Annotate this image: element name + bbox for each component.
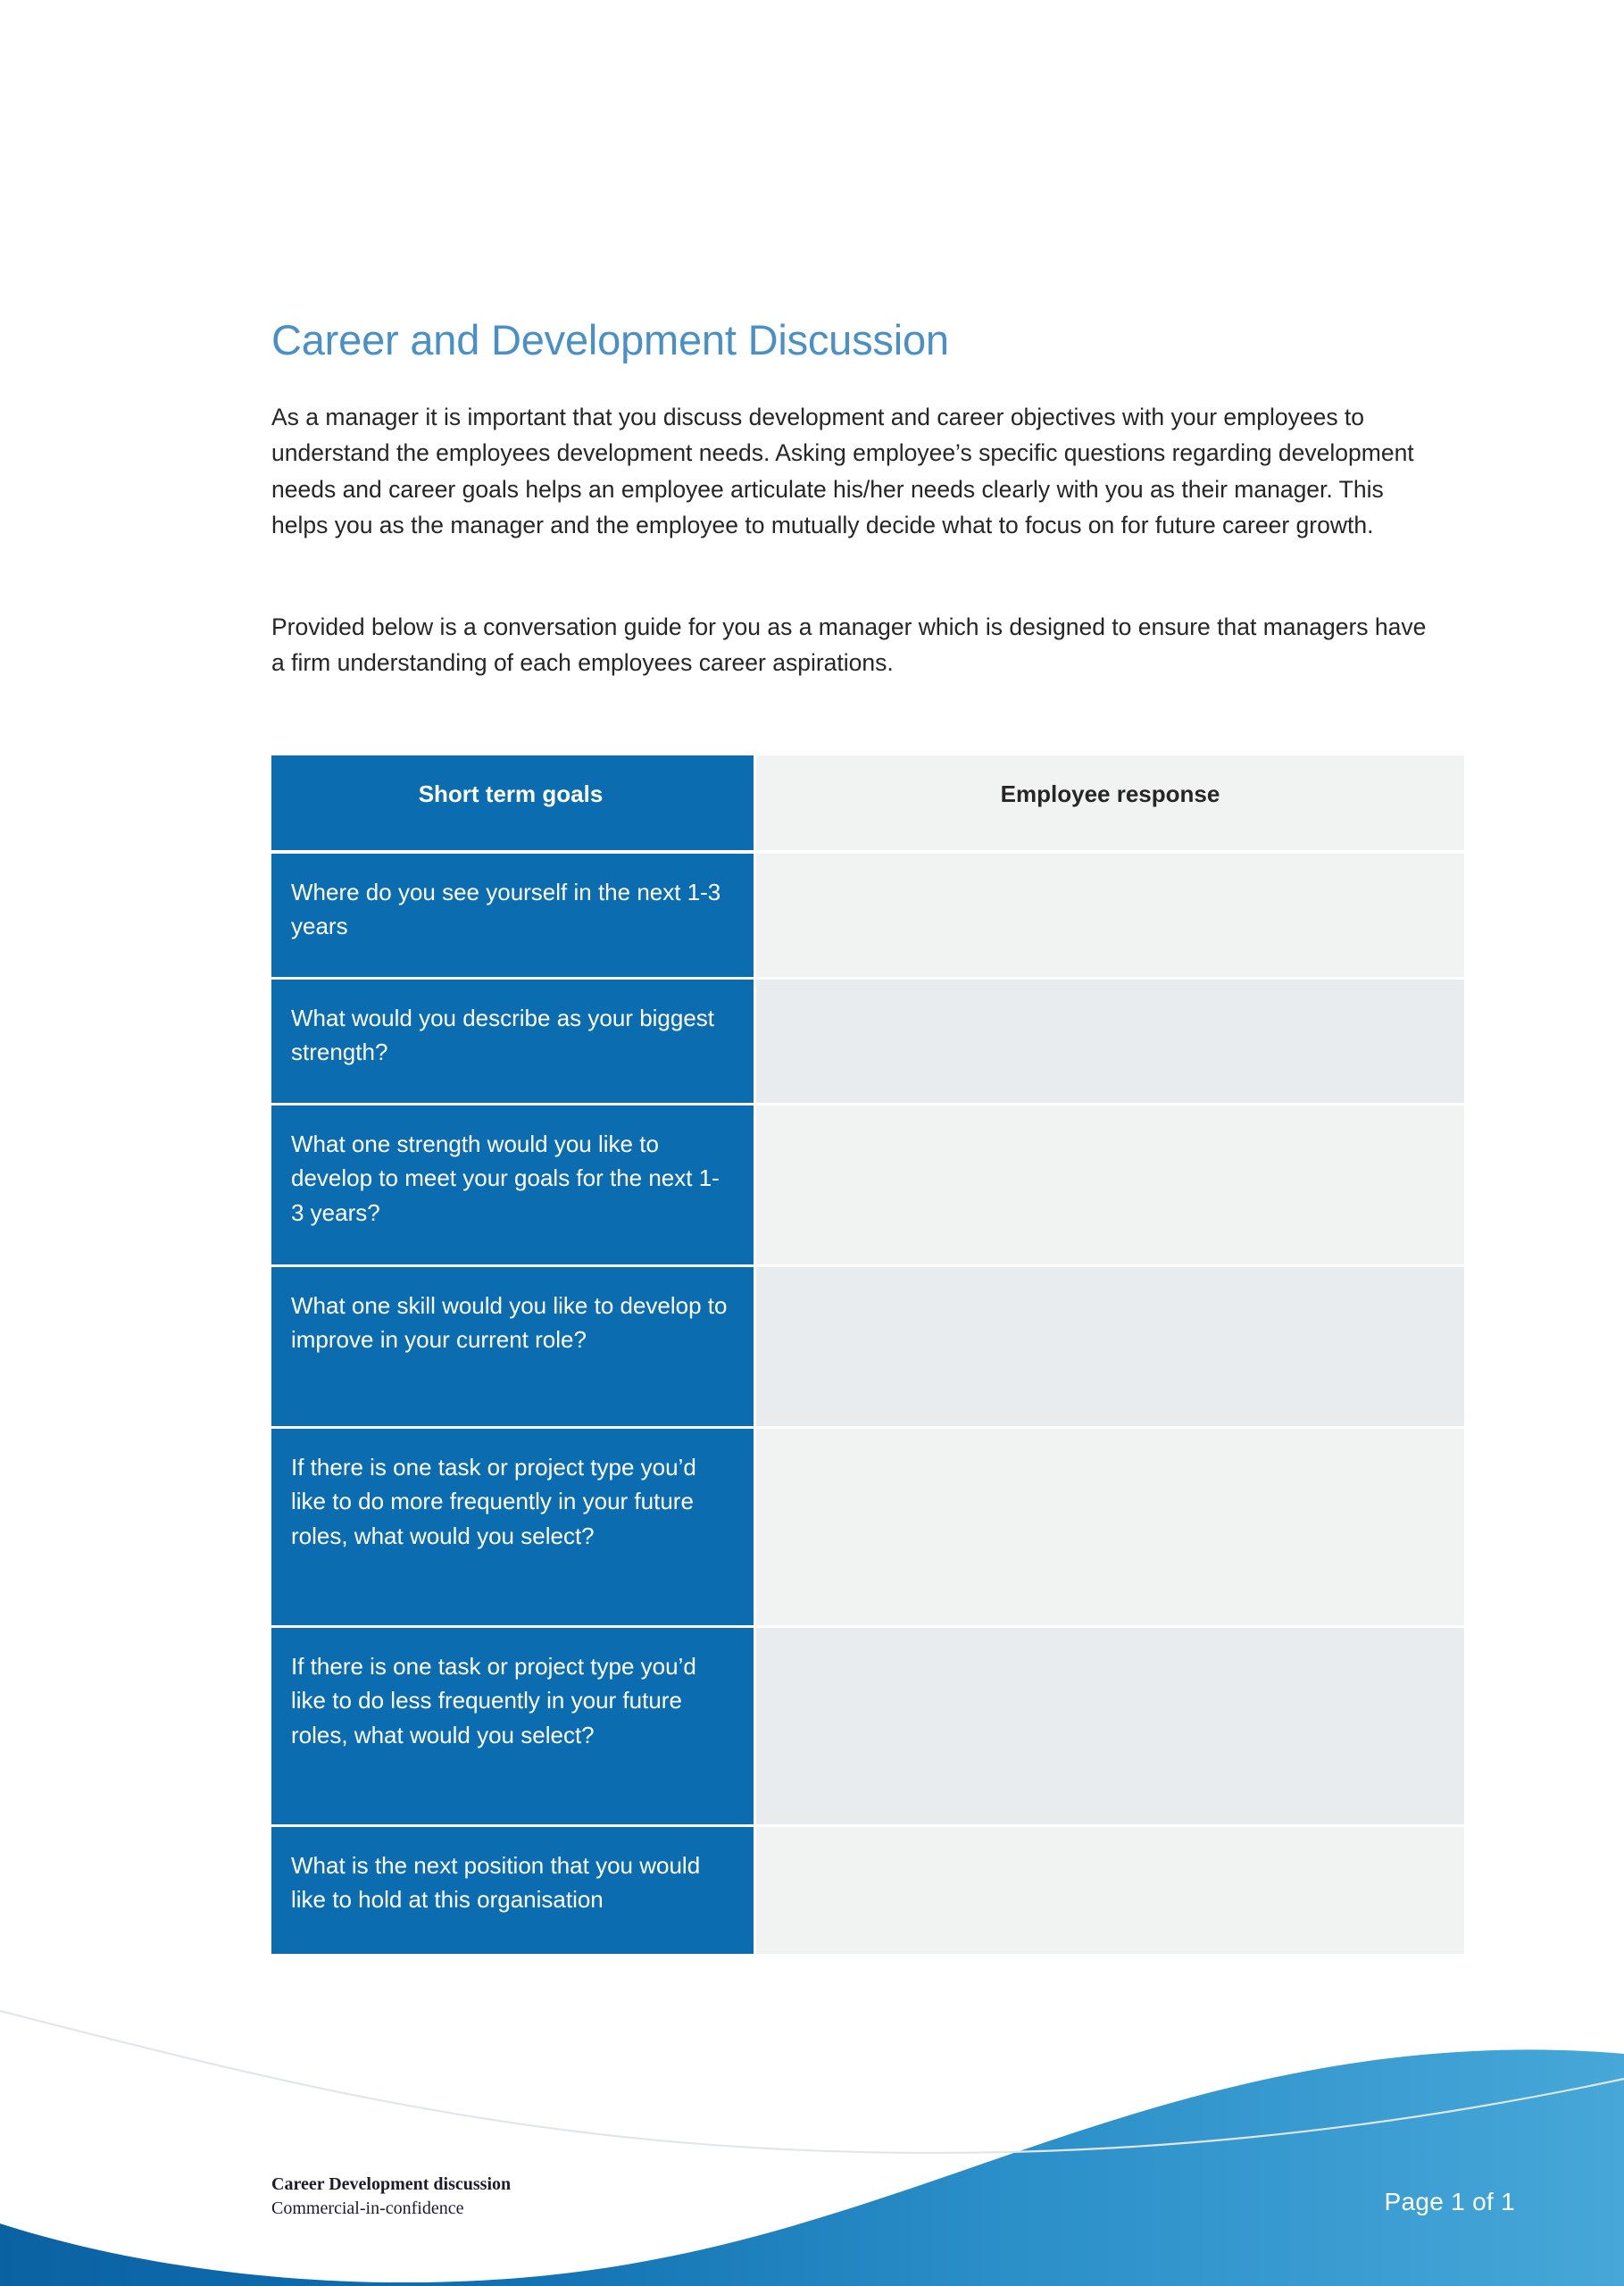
goal-cell-1 bbox=[271, 854, 756, 980]
goal-text-1: Where do you see yourself in the next 1-3 years bbox=[291, 879, 721, 940]
response-text-1[interactable] bbox=[756, 854, 1464, 977]
response-text-2[interactable] bbox=[756, 980, 1464, 1103]
goal-cell-5 bbox=[271, 1429, 756, 1628]
response-text-4[interactable] bbox=[756, 1267, 1464, 1426]
response-text-5[interactable] bbox=[756, 1429, 1464, 1625]
table-row bbox=[271, 1105, 1464, 1267]
table-row bbox=[271, 854, 1464, 980]
intro-paragraph-1: As a manager it is important that you discuss development and career objectives with your employees to understand the employees development needs. Asking employee’s specific questions regarding development needs and career goals helps an employee articulate his/her needs clearly with you as their manager. This helps you as the manager and the employee to mutually decide what to focus on for future career growth. bbox=[271, 404, 1414, 538]
goal-cell-6 bbox=[271, 1628, 756, 1827]
goal-text-7: What is the next position that you would like to hold at this organisation bbox=[291, 1852, 701, 1914]
response-cell-7[interactable] bbox=[756, 1827, 1464, 1956]
goal-cell-7 bbox=[271, 1827, 756, 1956]
table-row bbox=[271, 1628, 1464, 1827]
goal-cell-2 bbox=[271, 980, 756, 1105]
table-body bbox=[271, 854, 1464, 1956]
response-cell-4[interactable] bbox=[756, 1267, 1464, 1429]
goal-text-5: If there is one task or project type you’d like to do more frequently in your future roles, what would you select? bbox=[291, 1454, 696, 1549]
goal-cell-3 bbox=[271, 1105, 756, 1267]
table-row bbox=[271, 1429, 1464, 1628]
career-goals-table bbox=[271, 755, 1464, 1956]
footer-title: Career Development discussion bbox=[271, 2174, 512, 2195]
wave-fill-path bbox=[0, 2049, 1624, 2286]
goal-cell-4 bbox=[271, 1267, 756, 1429]
table-row bbox=[271, 1827, 1464, 1956]
goal-text-6: If there is one task or project type you’d like to do less frequently in your future roles, what would you select? bbox=[291, 1653, 696, 1748]
column-header-short-term-goals bbox=[271, 755, 756, 854]
page-number: Page 1 of 1 bbox=[1384, 2188, 1515, 2215]
table-header bbox=[271, 755, 1464, 854]
footer-classification: Commercial-in-confidence bbox=[271, 2198, 464, 2218]
intro-paragraph-2: Provided below is a conversation guide for you as a manager which is designed to ensure that managers have a firm understanding of each employees career aspirations. bbox=[271, 613, 1427, 677]
response-cell-2[interactable] bbox=[756, 980, 1464, 1105]
page-title: Career and Development Discussion bbox=[271, 316, 949, 363]
column-header-employee-response bbox=[756, 755, 1464, 854]
response-text-7[interactable] bbox=[756, 1827, 1464, 1954]
footer-wave-decoration bbox=[0, 1965, 1624, 2286]
goal-text-2: What would you describe as your biggest strength? bbox=[291, 1005, 715, 1066]
table-row bbox=[271, 980, 1464, 1105]
table-row bbox=[271, 1267, 1464, 1429]
response-cell-3[interactable] bbox=[756, 1105, 1464, 1267]
response-cell-1[interactable] bbox=[756, 854, 1464, 980]
goal-text-4: What one skill would you like to develop to improve in your current role? bbox=[291, 1292, 728, 1354]
column-header-short-term-goals-label: Short term goals bbox=[418, 780, 604, 807]
response-cell-5[interactable] bbox=[756, 1429, 1464, 1628]
column-header-employee-response-label: Employee response bbox=[1000, 780, 1220, 807]
response-text-3[interactable] bbox=[756, 1105, 1464, 1264]
goal-text-3: What one strength would you like to develop to meet your goals for the next 1-3 years? bbox=[291, 1130, 720, 1226]
response-cell-6[interactable] bbox=[756, 1628, 1464, 1827]
footer-document-label bbox=[271, 2173, 511, 2220]
table-header-row bbox=[271, 755, 1464, 854]
response-text-6[interactable] bbox=[756, 1628, 1464, 1824]
